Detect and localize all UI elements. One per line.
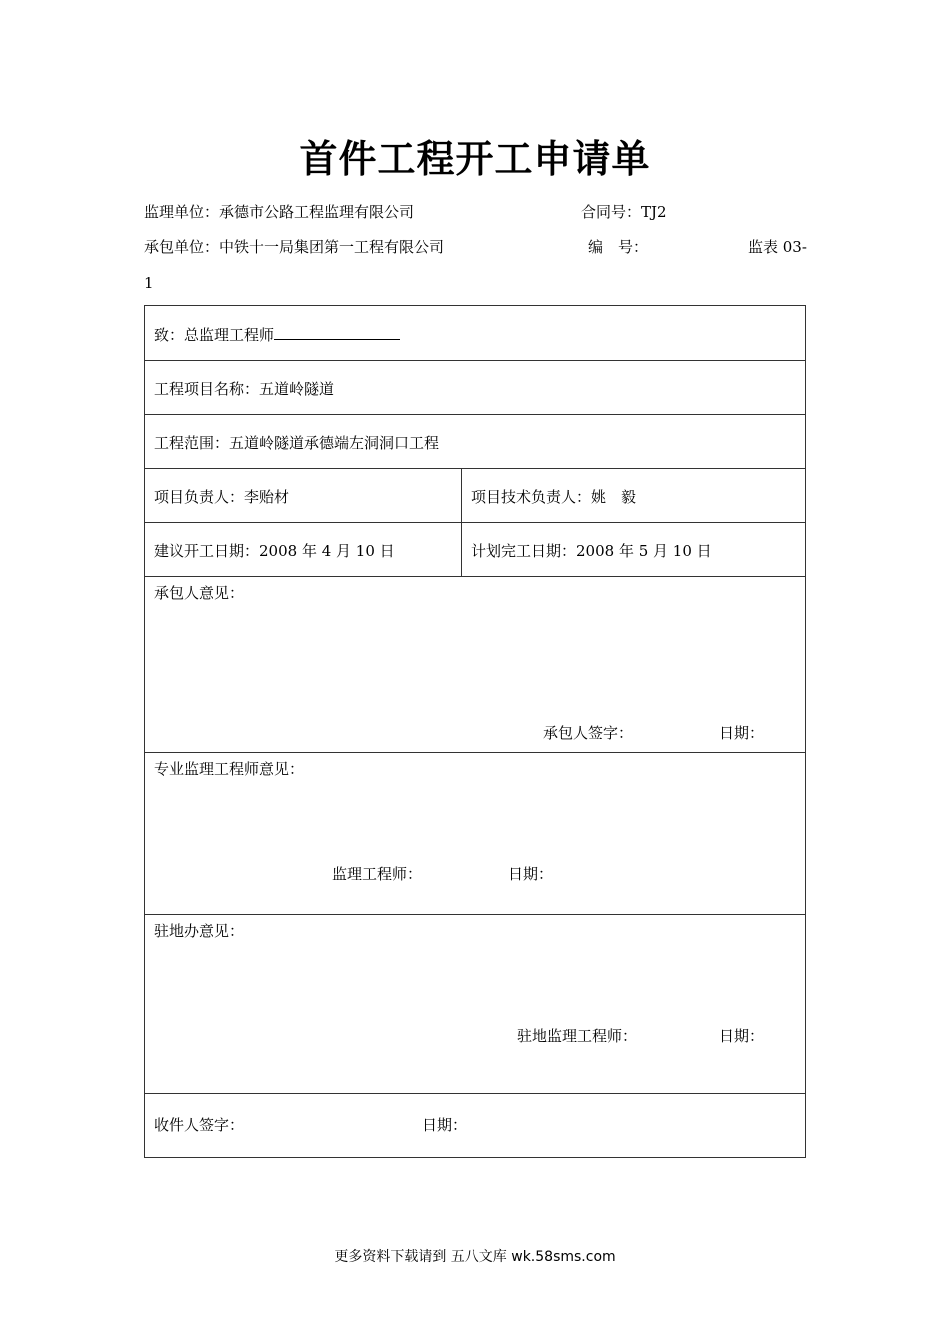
engineer-opinion-label: 专业监理工程师意见：	[154, 760, 305, 778]
receiver-sign-label: 收件人签字：	[154, 1116, 245, 1134]
chief-engineer-blank[interactable]	[274, 325, 400, 340]
end-date: 计划完工日期：2008 年 5 月 10 日	[471, 542, 712, 560]
receiver-date-label: 日期：	[422, 1116, 468, 1134]
office-sign-label: 驻地监理工程师：	[517, 1027, 638, 1045]
office-date-label: 日期：	[719, 1027, 765, 1045]
contractor-sign-label: 承包人签字：	[543, 724, 634, 742]
to-chief-label: 致：总监理工程师	[154, 326, 275, 344]
contract-no: 合同号：TJ2	[581, 203, 667, 221]
row-divider	[145, 360, 805, 361]
contractor-unit: 承包单位：中铁十一局集团第一工程有限公司	[144, 238, 445, 256]
to-chief-engineer	[154, 324, 400, 345]
row-divider	[145, 576, 805, 577]
office-opinion-label: 驻地办意见：	[154, 922, 245, 940]
row-divider	[145, 414, 805, 415]
application-form	[144, 305, 806, 1158]
form-code: 监表 03-	[748, 238, 807, 256]
form-code-continued: 1	[144, 274, 154, 292]
contractor-date-label: 日期：	[719, 724, 765, 742]
footer-link[interactable]: 更多资料下载请到 五八文库 wk.58sms.com	[334, 1249, 616, 1265]
engineer-date-label: 日期：	[508, 865, 554, 883]
page-title: 首件工程开工申请单	[299, 137, 651, 181]
supervision-unit: 监理单位：承德市公路工程监理有限公司	[144, 203, 415, 221]
project-scope: 工程范围：五道岭隧道承德端左洞洞口工程	[154, 434, 440, 452]
column-divider	[461, 468, 462, 576]
tech-manager: 项目技术负责人：姚 毅	[471, 488, 637, 506]
start-date: 建议开工日期：2008 年 4 月 10 日	[154, 542, 395, 560]
row-divider	[145, 468, 805, 469]
contractor-opinion-label: 承包人意见：	[154, 584, 245, 602]
row-divider	[145, 914, 805, 915]
row-divider	[145, 752, 805, 753]
row-divider	[145, 1093, 805, 1094]
row-divider	[145, 522, 805, 523]
engineer-sign-label: 监理工程师：	[332, 865, 423, 883]
project-manager: 项目负责人：李贻材	[154, 488, 290, 506]
project-name: 工程项目名称：五道岭隧道	[154, 380, 335, 398]
serial-no-label: 编 号：	[588, 238, 649, 256]
